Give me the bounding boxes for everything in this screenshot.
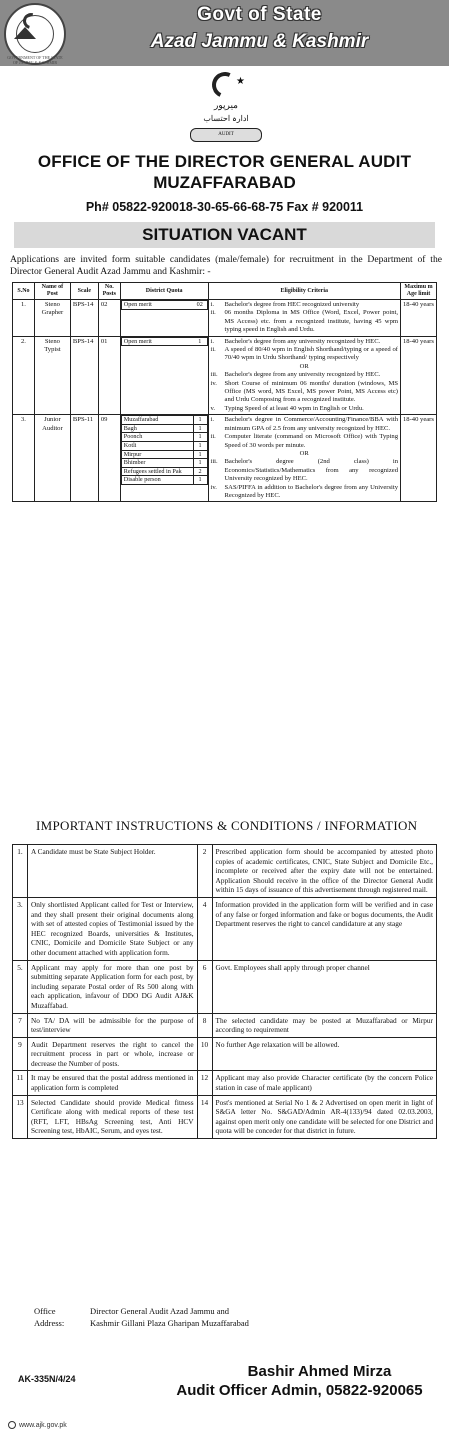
condition-number: 9 <box>13 1037 28 1071</box>
criteria-item <box>211 371 398 379</box>
criteria-item <box>211 405 398 413</box>
address-line-2: Kashmir Gillani Plaza Gharipan Muzaffarabad <box>90 1318 249 1328</box>
office-city: MUZAFFARABAD <box>153 173 296 192</box>
criteria-or: OR <box>299 362 309 370</box>
criteria-number: i. <box>210 301 214 308</box>
condition-text: It may be ensured that the postal address mentioned in application form is completed <box>27 1071 197 1095</box>
criteria-number: ii. <box>210 433 216 441</box>
district-quota-cell <box>120 300 208 337</box>
posts-header-cell: District Quota <box>120 283 208 300</box>
quota-row <box>121 416 207 425</box>
post-count: 09 <box>98 415 120 502</box>
website-link[interactable] <box>8 1421 67 1429</box>
office-phone: Ph# 05822-920018-30-65-66-68-75 Fax # 920011 <box>85 200 364 214</box>
emblem-scroll: AUDIT <box>190 128 262 142</box>
condition-number: 4 <box>197 897 212 960</box>
condition-number: 11 <box>13 1071 28 1095</box>
condition-text: Govt. Employees shall apply through proper channel <box>212 960 436 1013</box>
posts-header-cell: Scale <box>70 283 98 300</box>
quota-district: Disable person <box>121 476 193 485</box>
quota-district: Mirpur <box>121 450 193 459</box>
address-line-1: Director General Audit Azad Jammu and <box>90 1306 230 1316</box>
ad-reference: AK-335N/4/24 <box>18 1374 76 1384</box>
address-label-2: Address: <box>34 1318 65 1328</box>
condition-text: The selected candidate may be posted at Muzaffarabad or Mirpur according to requirement <box>212 1013 436 1037</box>
condition-row <box>13 1037 437 1071</box>
eligibility-criteria <box>208 336 400 415</box>
instructions-title: IMPORTANT INSTRUCTIONS & CONDITIONS / INFORMATION <box>36 818 418 833</box>
condition-number: 7 <box>13 1013 28 1037</box>
criteria-number: i. <box>210 416 214 424</box>
condition-text: Audit Department reserves the right to cancel the recruitment process in part or whole, increase or decrease the Number of posts. <box>27 1037 197 1071</box>
condition-text: Applicant may apply for more than one post by submitting separate Application form for each post, by including separate Postal order of Rs 500 along with each application, infavour of DDO DG Audit AJ&K Muzaffabad. <box>27 960 197 1013</box>
post-scale: BPS-14 <box>70 300 98 337</box>
posts-header-row <box>13 283 437 300</box>
condition-number: 6 <box>197 960 212 1013</box>
posts-header-cell: Name of Post <box>34 283 70 300</box>
criteria-number: iv. <box>210 379 217 387</box>
post-sno: 3. <box>13 415 35 502</box>
post-age-limit: 18-40 years <box>401 300 437 337</box>
quota-count: 1 <box>193 433 207 442</box>
post-sno: 2. <box>13 336 35 415</box>
post-count: 02 <box>98 300 120 337</box>
header-banner <box>0 0 449 66</box>
condition-text: Post's mentioned at Serial No 1 & 2 Advertised on open merit in light of S&GA letter No. S&GAD/Admin AR-4(133)/94 dated 02.03.2003, against open merit only one candidate will be selected for one District and quota will be conceder for that district in future. <box>212 1095 436 1138</box>
condition-row <box>13 960 437 1013</box>
post-sno: 1. <box>13 300 35 337</box>
intro-paragraph: Applications are invited form suitable candidates (male/female) for recruitment in the Department of the Director General Audit Azad Jammu and Kashmir: - <box>10 254 442 277</box>
audit-emblem-icon: ★ میرپور ادارہ احتساب AUDIT <box>178 72 274 148</box>
globe-icon <box>8 1421 16 1429</box>
state-seal-icon <box>4 3 66 65</box>
district-quota-table <box>121 300 208 310</box>
post-age-limit: 18-40 years <box>401 336 437 415</box>
quota-district: Poonch <box>121 433 193 442</box>
condition-number: 2 <box>197 845 212 898</box>
quota-row <box>121 467 207 476</box>
criteria-text: Bachelor's degree (2nd class) in Economics/Statistics/Mathematics from any recognized University recognized by HEC. <box>224 458 398 483</box>
quota-row <box>121 450 207 459</box>
quota-row <box>121 337 207 346</box>
quota-district: Refugees settled in Pak <box>121 467 193 476</box>
condition-row <box>13 1013 437 1037</box>
post-name: Junior Auditor <box>34 415 70 502</box>
criteria-number: ii. <box>210 346 216 354</box>
criteria-number: ii. <box>210 309 216 317</box>
criteria-text: SAS/PIFFA in addition to Bachelor's degree from any University Recognized by HEC. <box>224 483 398 499</box>
table-row <box>13 300 437 337</box>
conditions-table <box>12 844 437 1139</box>
condition-row <box>13 1095 437 1138</box>
condition-number: 14 <box>197 1095 212 1138</box>
criteria-or: OR <box>299 449 309 457</box>
posts-table <box>12 282 437 502</box>
quota-row <box>121 476 207 485</box>
criteria-item <box>211 433 398 450</box>
criteria-number: iv. <box>210 483 217 491</box>
criteria-item <box>211 380 398 405</box>
govt-subtitle: Azad Jammu & Kashmir <box>150 31 369 52</box>
quota-count: 1 <box>193 424 207 433</box>
condition-row <box>13 845 437 898</box>
condition-number: 10 <box>197 1037 212 1071</box>
criteria-item <box>211 450 398 458</box>
condition-row <box>13 897 437 960</box>
condition-number: 12 <box>197 1071 212 1095</box>
condition-text: Applicant may also provide Character certificate (by the concern Police station in case of male applicant) <box>212 1071 436 1095</box>
signer-name: Bashir Ahmed Mirza <box>247 1363 392 1380</box>
quota-count: 1 <box>193 442 207 451</box>
quota-count: 2 <box>193 467 207 476</box>
post-scale: BPS-14 <box>70 336 98 415</box>
posts-header-cell: Eligibility Criteria <box>208 283 400 300</box>
condition-number: 5. <box>13 960 28 1013</box>
condition-row <box>13 1071 437 1095</box>
quota-row <box>121 433 207 442</box>
district-quota-table <box>121 415 208 485</box>
criteria-item <box>211 346 398 363</box>
quota-district: Muzaffarabad <box>121 416 193 425</box>
district-quota-cell <box>120 336 208 415</box>
condition-text: Information provided in the application form will be verified and in case of any false or forged information and fake or bogus documents, the Audit Department reserves the right to cancel candidature at any stage <box>212 897 436 960</box>
quota-district: Bagh <box>121 424 193 433</box>
post-count: 01 <box>98 336 120 415</box>
condition-number: 3. <box>13 897 28 960</box>
criteria-number: iii. <box>210 371 218 379</box>
condition-text: Only shortlisted Applicant called for Test or Interview, and they shall present their original documents along with set of attested copies of Testimonial issued by the HEC recognized Boards, universities & Institutes, CNIC, Domicile and Domicile State Subject or any other document attached with application form. <box>27 897 197 960</box>
quota-count: 1 <box>193 476 207 485</box>
quota-district: Bhimber <box>121 459 193 468</box>
quota-count: 1 <box>193 450 207 459</box>
quota-district: Open merit <box>123 301 152 308</box>
condition-number: 8 <box>197 1013 212 1037</box>
criteria-item <box>211 309 398 334</box>
quota-row <box>121 442 207 451</box>
post-scale: BPS-11 <box>70 415 98 502</box>
district-quota-cell <box>120 415 208 502</box>
criteria-item <box>211 301 398 309</box>
criteria-text: Typing Speed of at least 40 wpm in English or Urdu. <box>224 404 364 412</box>
district-quota-table <box>121 337 208 347</box>
criteria-item <box>211 416 398 433</box>
eligibility-criteria <box>208 415 400 502</box>
condition-text: No TA/ DA will be admissible for the purpose of test/interview <box>27 1013 197 1037</box>
criteria-number: i. <box>210 337 214 345</box>
quota-row <box>121 424 207 433</box>
criteria-number: iii. <box>210 458 218 466</box>
posts-header-cell: S.No <box>13 283 35 300</box>
criteria-item <box>211 363 398 371</box>
office-title: OFFICE OF THE DIRECTOR GENERAL AUDIT <box>37 152 412 171</box>
signer-designation: Audit Officer Admin, 05822-920065 <box>176 1382 423 1399</box>
quota-district: Open merit <box>123 337 152 345</box>
quota-count: 02 <box>196 301 203 308</box>
criteria-text: Computer literate (command on Microsoft Office) with Typing Speed of 30 words per minute. <box>224 433 398 449</box>
criteria-item <box>211 458 398 483</box>
govt-title: Govt of State <box>197 4 322 25</box>
quota-count: 1 <box>198 337 202 345</box>
table-row <box>13 415 437 502</box>
emblem-script-2: ادارہ احتساب <box>203 114 249 123</box>
post-name: Steno Grapher <box>34 300 70 337</box>
emblem-script: میرپور <box>213 100 238 110</box>
eligibility-criteria <box>208 300 400 337</box>
quota-row <box>121 301 207 310</box>
quota-count: 1 <box>193 416 207 425</box>
criteria-text: Bachelor's degree from HEC recognized university <box>224 301 360 308</box>
table-row <box>13 336 437 415</box>
condition-number: 13 <box>13 1095 28 1138</box>
criteria-text: Bachelor's degree from any university recognized by HEC. <box>224 371 381 379</box>
criteria-text: 06 months Diploma in MS Office (Word, Excel, Power point, MS Access) etc. from a recognized institute, having 45 wpm typing speed in English and Urdu. <box>224 309 398 334</box>
quota-district: Kotli <box>121 442 193 451</box>
quota-row <box>121 459 207 468</box>
posts-header-cell: Maximu m Age limit <box>401 283 437 300</box>
criteria-item <box>211 338 398 346</box>
criteria-text: Bachelor's degree from any university recognized by HEC. <box>224 337 381 345</box>
criteria-text: Short Course of minimum 06 months' duration (windows, MS Office (MS word, MS Excel, MS power Point, MS Access etc) and Urdu Composing from a recognized institute. <box>224 379 398 404</box>
condition-text: No further Age relaxation will be allowed. <box>212 1037 436 1071</box>
condition-text: Selected Candidate should provide Medical fitness Certificate along with medical reports of these test (RFT, LFT, HBsAg Screening test, Anti HCV Screening test, HbAIC, Serum, and eyes test. <box>27 1095 197 1138</box>
criteria-text: Bachelor's degree in Commerce/Accounting/Finance/BBA with minimum GPA of 2.5 from any university recognized by HEC. <box>224 416 398 432</box>
criteria-number: v. <box>210 404 216 412</box>
website-text[interactable]: www.ajk.gov.pk <box>19 1421 67 1429</box>
situation-vacant-banner: SITUATION VACANT <box>14 222 435 248</box>
criteria-item <box>211 484 398 501</box>
condition-number: 1. <box>13 845 28 898</box>
condition-text: A Candidate must be State Subject Holder. <box>27 845 197 898</box>
address-label-1: Office <box>34 1306 56 1316</box>
condition-text: Prescribed application form should be accompanied by attested photo copies of academic certificates, CNIC, State Subject and Domicile Etc., incomplete or received after the expiry date will not be entertained. Application Should receive in the office of the Director General Audit within 15 days of issuance of this advertisement through registered mail. <box>212 845 436 898</box>
posts-header-cell: No. Posts <box>98 283 120 300</box>
seal-text: GOVERNMENT OF THE STATE OF JAMMU & KASHMIR <box>7 55 63 65</box>
criteria-text: A speed of 80/40 wpm in English Shorthand/typing or a speed of 70/40 wpm in Urdu Shorthand/ typing respectively <box>224 346 398 362</box>
post-age-limit: 18-40 years <box>401 415 437 502</box>
post-name: Steno Typist <box>34 336 70 415</box>
quota-count: 1 <box>193 459 207 468</box>
